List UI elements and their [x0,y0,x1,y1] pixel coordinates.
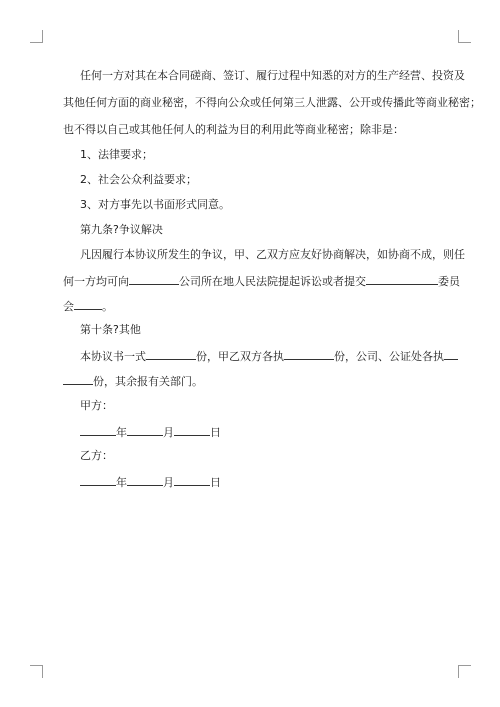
crop-mark-top-right [458,30,471,43]
text-segment: 。 [102,300,113,313]
blank-year [80,474,116,486]
paragraph-copies-line-2 [63,373,203,389]
text-segment: 会 [63,300,74,313]
text-segment: 本协议书一式 [80,350,146,363]
paragraph-dispute-line-2 [63,273,460,289]
date-month-label: 月 [163,476,174,489]
blank-month [127,474,163,486]
blank-day [174,474,210,486]
text-segment: 份，公司、公证处各执 [334,350,444,363]
crop-mark-top-left [30,30,43,43]
section-9-title: 第九条?争议解决 [80,223,163,236]
date-day-label: 日 [210,426,221,439]
blank-day [174,424,210,436]
blank-committee-name [74,298,102,310]
date-month-label: 月 [163,426,174,439]
blank-month [127,424,163,436]
party-a-date [80,424,221,440]
list-item-written-consent: 3、对方事先以书面形式同意。 [80,198,230,211]
text-segment: 公司所在地人民法院提起诉讼或者提交 [179,275,366,288]
paragraph-confidentiality-line-3: 也不得以自己或其他任何人的利益为目的利用此等商业秘密；除非是： [63,123,404,136]
text-segment: 委员 [438,275,460,288]
paragraph-confidentiality-line-2: 其他任何方面的商业秘密，不得向公众或任何第三人泄露、公开或传播此等商业秘密； [63,96,481,109]
crop-mark-bottom-right [458,665,471,678]
section-10-title: 第十条?其他 [80,323,141,336]
party-b-date [80,474,221,490]
list-item-public-interest: 2、社会公众利益要求； [80,173,197,186]
blank-court-company [129,273,179,285]
list-item-legal: 1、法律要求； [80,148,153,161]
date-year-label: 年 [116,476,127,489]
paragraph-copies-line-1 [80,348,458,364]
blank-arbitration-committee [366,273,438,285]
crop-mark-bottom-left [30,665,43,678]
text-segment: 份，其余报有关部门。 [93,375,203,388]
paragraph-confidentiality-line-1: 任何一方对其在本合同磋商、签订、履行过程中知悉的对方的生产经营、投资及 [80,69,465,82]
text-segment: 何一方均可向 [63,275,129,288]
date-year-label: 年 [116,426,127,439]
paragraph-dispute-line-3 [63,298,113,314]
blank-total-copies [146,348,196,360]
text-segment: 份，甲乙双方各执 [196,350,284,363]
date-day-label: 日 [210,476,221,489]
party-b-label: 乙方： [80,449,113,462]
party-a-label: 甲方： [80,399,113,412]
blank-party-copies [284,348,334,360]
blank-notary-copies-start [444,348,458,360]
paragraph-dispute-line-1: 凡因履行本协议所发生的争议，甲、乙双方应友好协商解决，如协商不成，则任 [80,248,465,261]
blank-year [80,424,116,436]
blank-notary-copies-end [63,373,93,385]
